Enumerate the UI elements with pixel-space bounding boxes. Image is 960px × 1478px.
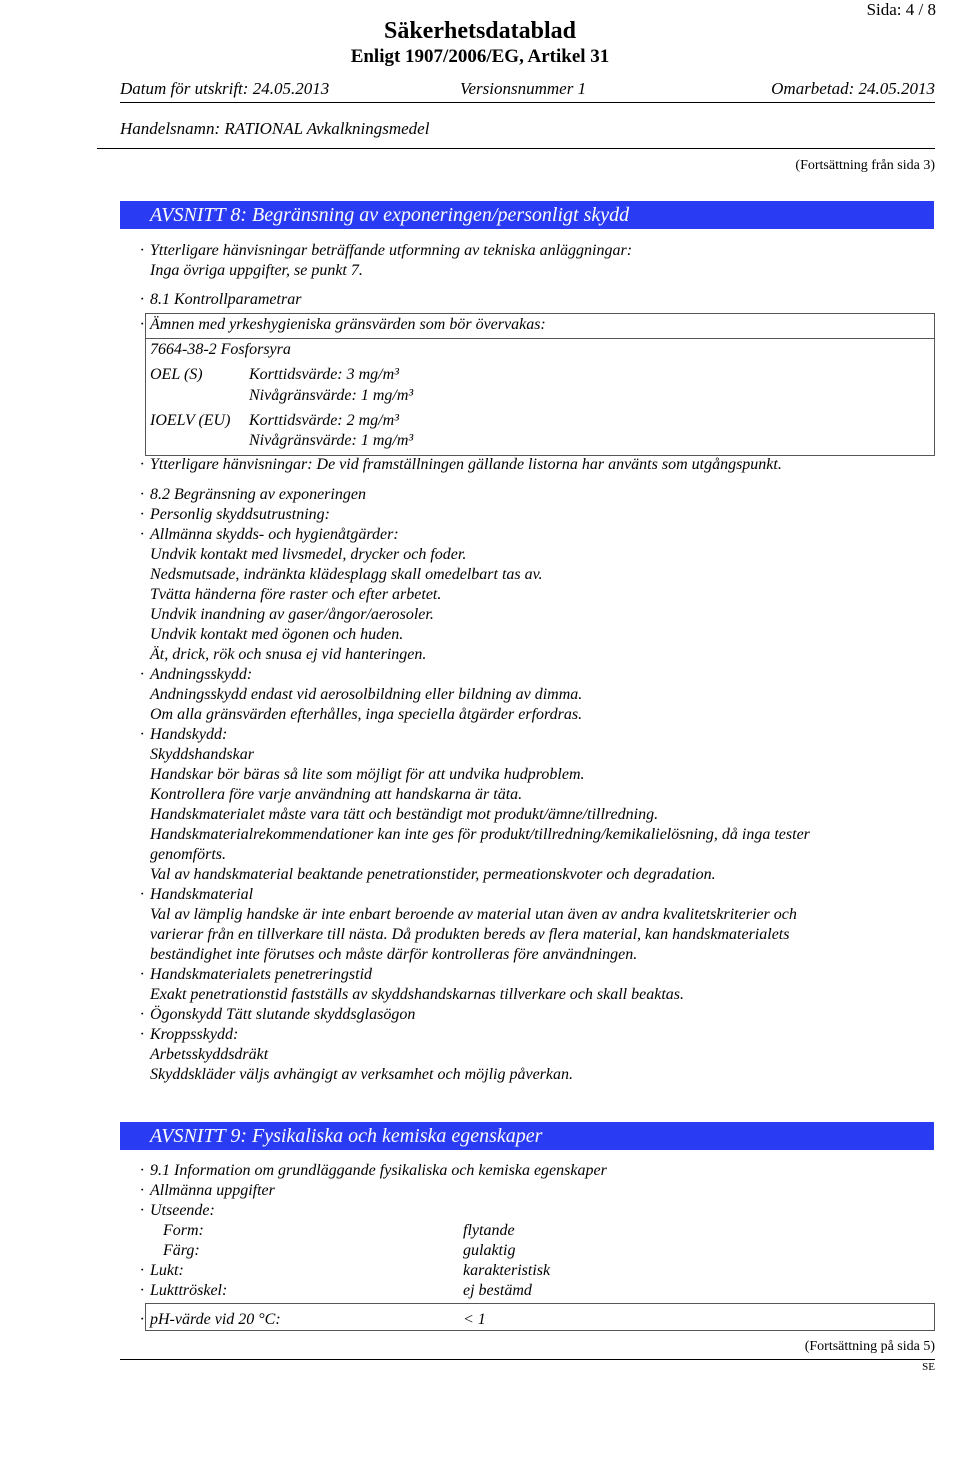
table-divider bbox=[145, 338, 935, 339]
odor-threshold-value: ej bestämd bbox=[463, 1282, 532, 1299]
form-value: flytande bbox=[463, 1222, 515, 1239]
section-8-heading: AVSNITT 8: Begränsning av exponeringen/personligt skydd bbox=[120, 201, 934, 229]
respiratory-line: Andningsskydd endast vid aerosolbildning eller bildning av dimma. bbox=[150, 686, 583, 703]
continued-from: (Fortsättning från sida 3) bbox=[795, 158, 935, 173]
general-info-label: · Allmänna uppgifter bbox=[150, 1182, 275, 1200]
oel-level: Nivågränsvärde: 1 mg/m³ bbox=[249, 387, 414, 404]
general-line: Undvik inandning av gaser/ångor/aerosoler. bbox=[150, 606, 434, 623]
personal-equipment-label: · Personlig skyddsutrustning: bbox=[150, 506, 330, 524]
respiratory-label: · Andningsskydd: bbox=[150, 666, 252, 684]
form-label: Form: bbox=[163, 1222, 204, 1239]
odor-label: · Lukt: bbox=[150, 1262, 184, 1280]
ph-value: < 1 bbox=[463, 1311, 486, 1328]
section-9-heading: AVSNITT 9: Fysikaliska och kemiska egenskaper bbox=[120, 1122, 934, 1150]
color-value: gulaktig bbox=[463, 1242, 516, 1259]
ph-label: · pH-värde vid 20 °C: bbox=[150, 1311, 281, 1329]
page-number: Sida: 4 / 8 bbox=[866, 0, 936, 19]
additional-label: Ytterligare hänvisningar: bbox=[150, 456, 313, 473]
header-divider bbox=[120, 102, 935, 103]
revised-date: Omarbetad: 24.05.2013 bbox=[771, 79, 935, 98]
eye-protection bbox=[150, 1006, 415, 1024]
print-date: Datum för utskrift: 24.05.2013 bbox=[120, 79, 330, 98]
tech-label: · Ytterligare hänvisningar beträffande utformning av tekniska anläggningar: bbox=[150, 242, 632, 260]
substance-name: 7664-38-2 Fosforsyra bbox=[150, 341, 291, 358]
penetration-label: · Handskmaterialets penetreringstid bbox=[150, 966, 372, 984]
color-label: Färg: bbox=[163, 1242, 200, 1259]
hand-protection-label: · Handskydd: bbox=[150, 726, 227, 744]
ioelv-label: IOELV (EU) bbox=[150, 412, 231, 429]
oel-short-term: Korttidsvärde: 3 mg/m³ bbox=[249, 366, 399, 383]
language-code: SE bbox=[922, 1361, 935, 1373]
general-line: Undvik kontakt med livsmedel, drycker och foder. bbox=[150, 546, 467, 563]
general-line: Tvätta händerna före raster och efter arbetet. bbox=[150, 586, 442, 603]
physchem-info-heading: · 9.1 Information om grundläggande fysikaliska och kemiska egenskaper bbox=[150, 1162, 607, 1180]
general-line: Nedsmutsade, indränkta klädesplagg skall omedelbart tas av. bbox=[150, 566, 543, 583]
ioelv-short-term: Korttidsvärde: 2 mg/m³ bbox=[249, 412, 399, 429]
continued-to: (Fortsättning på sida 5) bbox=[804, 1339, 935, 1354]
additional-notes bbox=[150, 456, 782, 474]
hand-line: Val av handskmaterial beaktande penetrationstider, permeationskvoter och degradation. bbox=[150, 866, 716, 883]
hand-line: Handskmaterialrekommendationer kan inte ges för produkt/tillredning/kemikalielösning, då inga tester bbox=[150, 826, 810, 843]
oel-label: OEL (S) bbox=[150, 366, 203, 383]
eye-protection-label: Ögonskydd bbox=[150, 1006, 222, 1023]
version-number: Versionsnummer 1 bbox=[460, 79, 587, 98]
document-title: Säkerhetsdatablad bbox=[383, 18, 577, 44]
additional-text: De vid framställningen gällande listorna har använts som utgångspunkt. bbox=[316, 456, 782, 473]
general-measures-label: · Allmänna skydds- och hygienåtgärder: bbox=[150, 526, 399, 544]
hand-line: genomförts. bbox=[150, 846, 226, 863]
body-protection-label: · Kroppsskydd: bbox=[150, 1026, 238, 1044]
control-params-heading: · 8.1 Kontrollparametrar bbox=[150, 291, 301, 309]
trade-name: Handelsnamn: RATIONAL Avkalkningsmedel bbox=[120, 119, 430, 138]
hand-line: Handskar bör bäras så lite som möjligt för att undvika hudproblem. bbox=[150, 766, 585, 783]
tech-text: Inga övriga uppgifter, se punkt 7. bbox=[150, 262, 363, 279]
body-line: Skyddskläder väljs avhängigt av verksamhet och möjlig påverkan. bbox=[150, 1066, 573, 1083]
glove-material-line: Val av lämplig handske är inte enbart beroende av material utan även av andra kvalitetskriterier och bbox=[150, 906, 797, 923]
hand-line: Handskmaterialet måste vara tätt och beständigt mot produkt/ämne/tillredning. bbox=[150, 806, 659, 823]
general-line: Undvik kontakt med ögonen och huden. bbox=[150, 626, 404, 643]
appearance-label: · Utseende: bbox=[150, 1202, 215, 1220]
glove-material-line: varierar från en tillverkare till nästa. Då produkten bereds av flera material, kan handskmaterialets bbox=[150, 926, 790, 943]
ioelv-level: Nivågränsvärde: 1 mg/m³ bbox=[249, 432, 414, 449]
body-line: Arbetsskyddsdräkt bbox=[150, 1046, 269, 1063]
hand-line: Skyddshandskar bbox=[150, 746, 254, 763]
exposure-limit-heading: · 8.2 Begränsning av exponeringen bbox=[150, 486, 366, 504]
document-subtitle: Enligt 1907/2006/EG, Artikel 31 bbox=[350, 46, 610, 67]
substances-label: · Ämnen med yrkeshygieniska gränsvärden som bör övervakas: bbox=[150, 316, 546, 334]
odor-threshold-label: · Lukttröskel: bbox=[150, 1282, 227, 1300]
penetration-text: Exakt penetrationstid fastställs av skyddshandskarnas tillverkare och skall beaktas. bbox=[150, 986, 684, 1003]
eye-protection-text: Tätt slutande skyddsglasögon bbox=[225, 1006, 416, 1023]
glove-material-line: beständighet inte förutses och måste därför kontrolleras före användningen. bbox=[150, 946, 638, 963]
general-line: Ät, drick, rök och snusa ej vid hanteringen. bbox=[150, 646, 427, 663]
footer-divider bbox=[120, 1359, 935, 1360]
odor-value: karakteristisk bbox=[463, 1262, 551, 1279]
trade-divider bbox=[97, 148, 935, 149]
hand-line: Kontrollera före varje användning att handskarna är täta. bbox=[150, 786, 523, 803]
glove-material-label: · Handskmaterial bbox=[150, 886, 253, 904]
respiratory-line: Om alla gränsvärden efterhålles, inga speciella åtgärder erfordras. bbox=[150, 706, 583, 723]
